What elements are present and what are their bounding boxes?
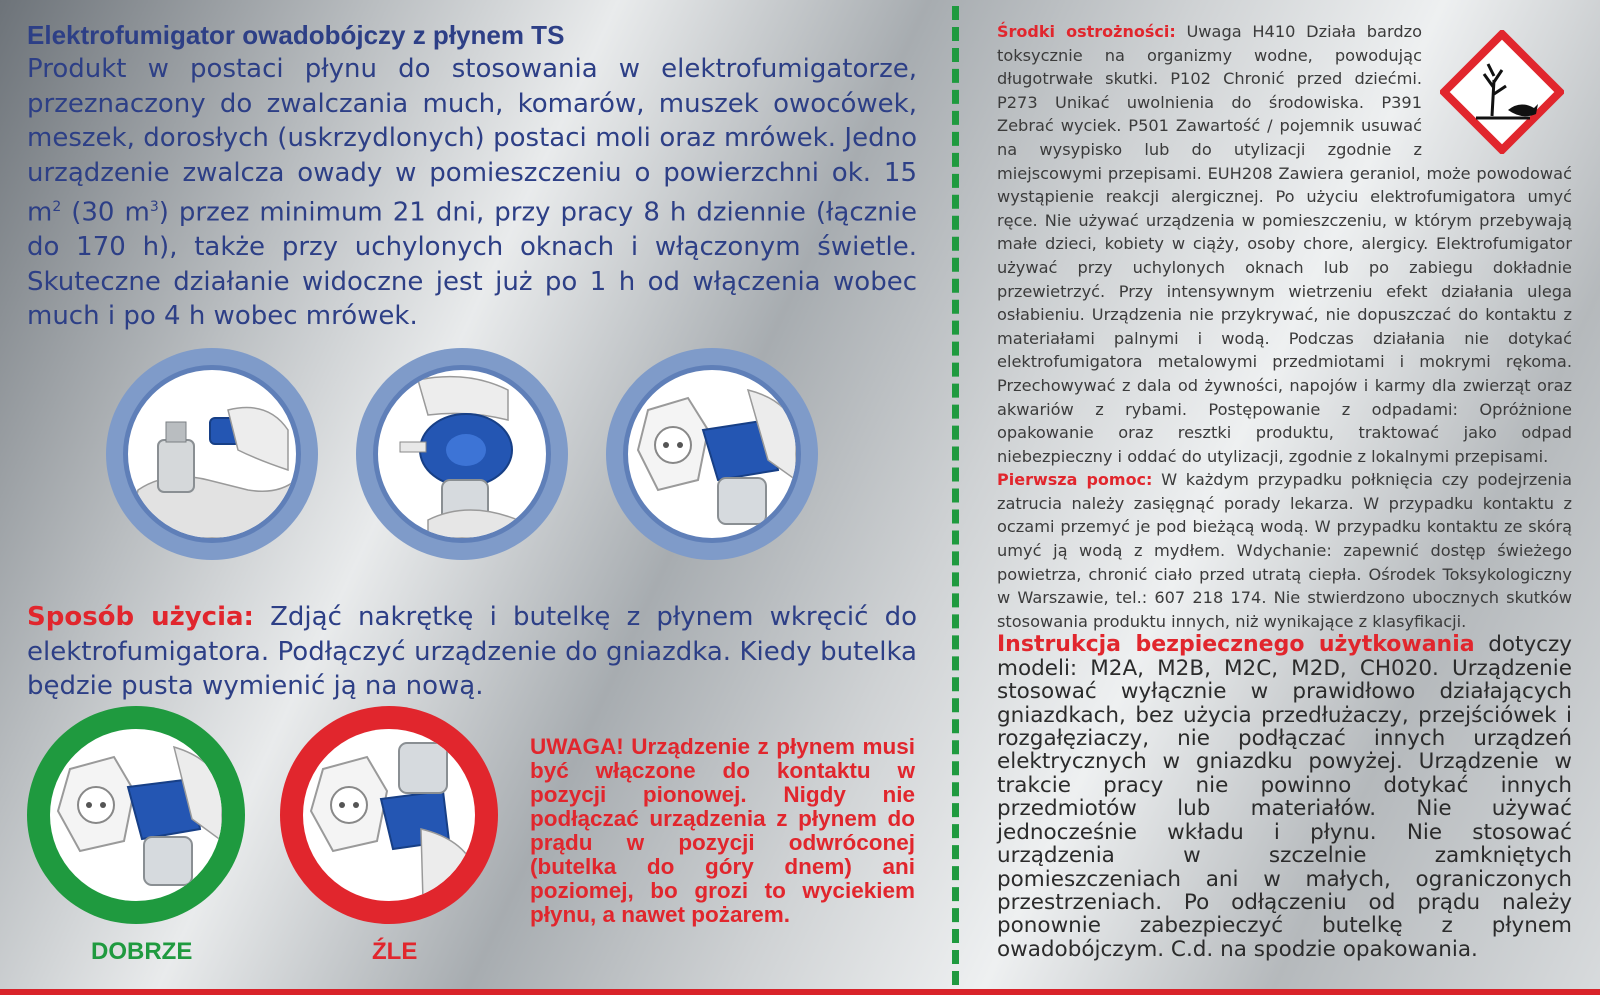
correct-position-badge [27,706,245,924]
first-aid-label: Pierwsza pomoc: [997,470,1153,490]
plug-step-2-icon [378,370,546,538]
step-1-illustration [106,348,318,560]
instructions-text: dotyczy modeli: M2A, M2B, M2C, M2D, CH020. Urządzenie stosować wyłącznie w prawidłowo działających gniazdkach, bez użycia przedłużaczy, przejściówek i rozgałęziaczy, nie podłączać innych urządzeń elektrycznych w gniazdku powyżej. Urządzenie w trakcie pracy nie powinno dotykać innych przedmiotów lub materiałów. Nie używać jednocześnie wkładu i płynu. Nie stosować urządzenia w szczelnie zamkniętych pomieszczeniach ani w małych, ograniczonych przestrzeniach. Po odłączeniu od prądu należy ponownie zabezpieczyć butelkę z płynem owadobójczym. C.d. na spodzie opakowania. [997,632,1572,962]
step-2-illustration [356,348,568,560]
usage-text: Zdjąć nakrętkę i butelkę z płynem wkręcić do elektrofumigatora. Podłączyć urządzenie do gniazdka. Kiedy butelka będzie pusta wymienić ją na nową. [27,602,917,701]
correct-position-icon [50,729,222,901]
precautions-label: Środki ostrożności: [997,22,1176,41]
safety-information-section [997,20,1572,961]
usage-label: Sposób użycia: [27,602,254,632]
product-description: Produkt w postaci płynu do stosowania w elektrofumigatorze, przeznaczony do zwalczania much, komarów, muszek owocówek, meszek, dorosłych (uskrzydlonych) postaci moli oraz mrówek. Jedno urządzenie zwalcza owady w pomieszczeniu o powierzchni ok. 15 $m^2$ (30 $m^3$) przez minimum 21 dni, przy pracy 8 h dziennie (łącznie do 170 h), także przy uchylonych oknach i włączonym świetle. Skuteczne działanie widoczne jest już po 1 h od włączenia wobec much i po 4 h wobec mrówek. [27,54,917,332]
bottom-red-strip [0,989,1600,995]
plug-step-1-icon [128,370,296,538]
product-description-section [27,18,917,334]
usage-instructions [27,600,917,704]
safe-use-instructions [997,633,1572,961]
first-aid-paragraph [997,468,1572,633]
column-divider [952,6,959,985]
step-3-illustration [606,348,818,560]
usage-steps [80,348,840,558]
warning-text: UWAGA! Urządzenie z płynem musi być włączone do kontaktu w pozycji pionowej. Nigdy nie podłączać urządzenia z płynem do prądu w pozycji odwróconej (butelka do góry dnem) ani poziomej, bo grozi to wyciekiem płynu, a nawet pożarem. [530,734,915,927]
wrong-position-badge [280,706,498,924]
instructions-label: Instrukcja bezpiecznego użytkowania [997,632,1475,658]
bad-label: ŹLE [372,938,418,965]
wrong-position-icon [303,729,475,901]
product-title: Elektrofumigator owadobójczy z płynem TS [27,20,565,50]
plug-step-3-icon [628,370,796,538]
good-label: DOBRZE [91,938,193,965]
precautions-paragraph [997,20,1572,468]
first-aid-text: W każdym przypadku połknięcia czy podejrzenia zatrucia należy zasięgnąć porady lekarza. W przypadku kontaktu z oczami przemyć je pod bieżącą wodą. W przypadku kontaktu ze skórą umyć ją wodą z mydłem. Wdychanie: zapewnić dostęp świeżego powietrza, chronić ciało przed utratą ciepła. Ośrodek Toksykologiczny w Warszawie, tel.: 607 218 174. Nie stwierdzono ubocznych skutków stosowania produktu innych, niż wynikające z klasyfikacji. [997,470,1573,631]
precautions-text: Uwaga H410 Działa bardzo toksycznie na organizmy wodne, powodując długotrwałe skutki. P102 Chronić przed dziećmi. P273 Unikać uwolnienia do środowiska. P391 Zebrać wyciek. P501 Zawartość / pojemnik usuwać na wysypisko lub do utylizacji zgodnie z miejscowymi przepisami. EUH208 Zawiera geraniol, może powodować wystąpienie reakcji alergicznej. Po użyciu elektrofumigatora umyć ręce. Nie używać urządzenia w pomieszczeniu, w którym przebywają małe dzieci, kobiety w ciąży, osoby chore, alergicy. Elektrofumigator używać przy uchylonych oknach lub po zabiegu dokładnie przewietrzyć. Przy intensywnym wietrzeniu efekt działania ulega osłabieniu. Urządzenia nie przykrywać, nie dopuszczać do kontaktu z materiałami palnymi i wodą. Podczas działania nie dotykać elektrofumigatora metalowymi przedmiotami i mokrymi rękoma. Przechowywać z dala od żywności, napojów i karmy dla zwierząt oraz akwariów z rybami. Postępowanie z odpadami: Opróżnione opakowanie oraz resztki produktu, traktować jako odpad niebezpieczny i oddać do utylizacji, zgodnie z lokalnymi przepisami. [997,22,1572,466]
